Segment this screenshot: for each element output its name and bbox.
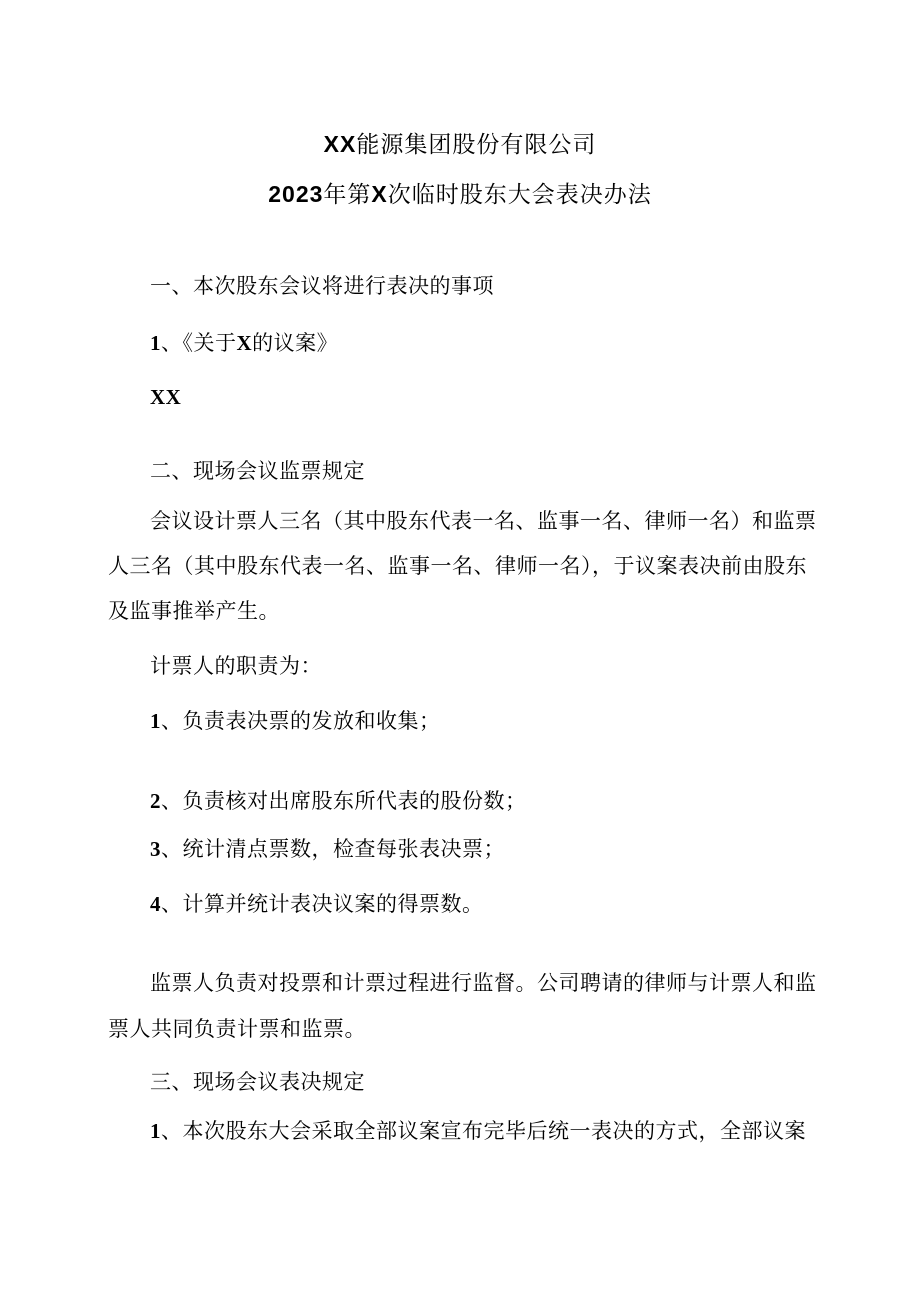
duty-item-text: 、计算并统计表决议案的得票数。 [161,892,484,916]
duty-item-1 [150,705,441,735]
duty-item-text: 、统计清点票数，检查每张表决票； [161,837,505,861]
section1-item1-title: 的议案》 [252,331,339,355]
title-ordinal-x: X [371,181,388,207]
title-ordinal-prefix: 年第 [323,182,372,208]
title-meeting-name: 次临时股东大会表决办法 [387,182,652,208]
duty-item-2 [150,785,527,815]
section2-para2-line1: 监票人负责对投票和计票过程进行监督。公司聘请的律师与计票人和监 [150,971,817,995]
title-company-prefix: XX [323,131,357,157]
section1-item1 [150,327,338,357]
section3-item1-number: 1 [150,1119,161,1143]
section3-item1-text: 、本次股东大会采取全部议案宣布完毕后统一表决的方式，全部议案 [161,1119,806,1143]
section2-para1-line2: 人三名（其中股东代表一名、监事一名、律师一名），于议案表决前由股东 [108,554,807,578]
document-title-company [0,126,920,159]
section2-para1-line1: 会议设计票人三名（其中股东代表一名、监事一名、律师一名）和监票 [150,509,817,533]
section1-item1-x: X [236,331,253,355]
section3-item1 [150,1115,806,1145]
duty-item-number: 2 [150,789,161,813]
duty-item-number: 3 [150,837,161,861]
duty-item-3 [150,833,505,863]
duty-item-4 [150,888,484,918]
section3-heading: 三、现场会议表决规定 [150,1070,365,1094]
duty-item-text: 、负责表决票的发放和收集； [161,709,441,733]
duty-item-text: 、负责核对出席股东所代表的股份数； [161,789,527,813]
document-title-meeting [0,176,920,209]
duty-item-number: 4 [150,892,161,916]
title-company-name: 能源集团股份有限公司 [356,132,597,158]
section1-item1-number: 1 [150,331,161,355]
section1-item1-description: XX [150,385,182,409]
section1-heading: 一、本次股东会议将进行表决的事项 [150,274,494,298]
duty-item-number: 1 [150,709,161,733]
section2-duties-intro: 计票人的职责为： [150,654,322,678]
section2-para1-line3: 及监事推举产生。 [108,599,280,623]
title-year: 2023 [268,181,324,207]
section2-para2-line2: 票人共同负责计票和监票。 [108,1017,366,1041]
section2-heading: 二、现场会议监票规定 [150,459,365,483]
section1-item1-prefix: 、《关于 [161,331,237,355]
